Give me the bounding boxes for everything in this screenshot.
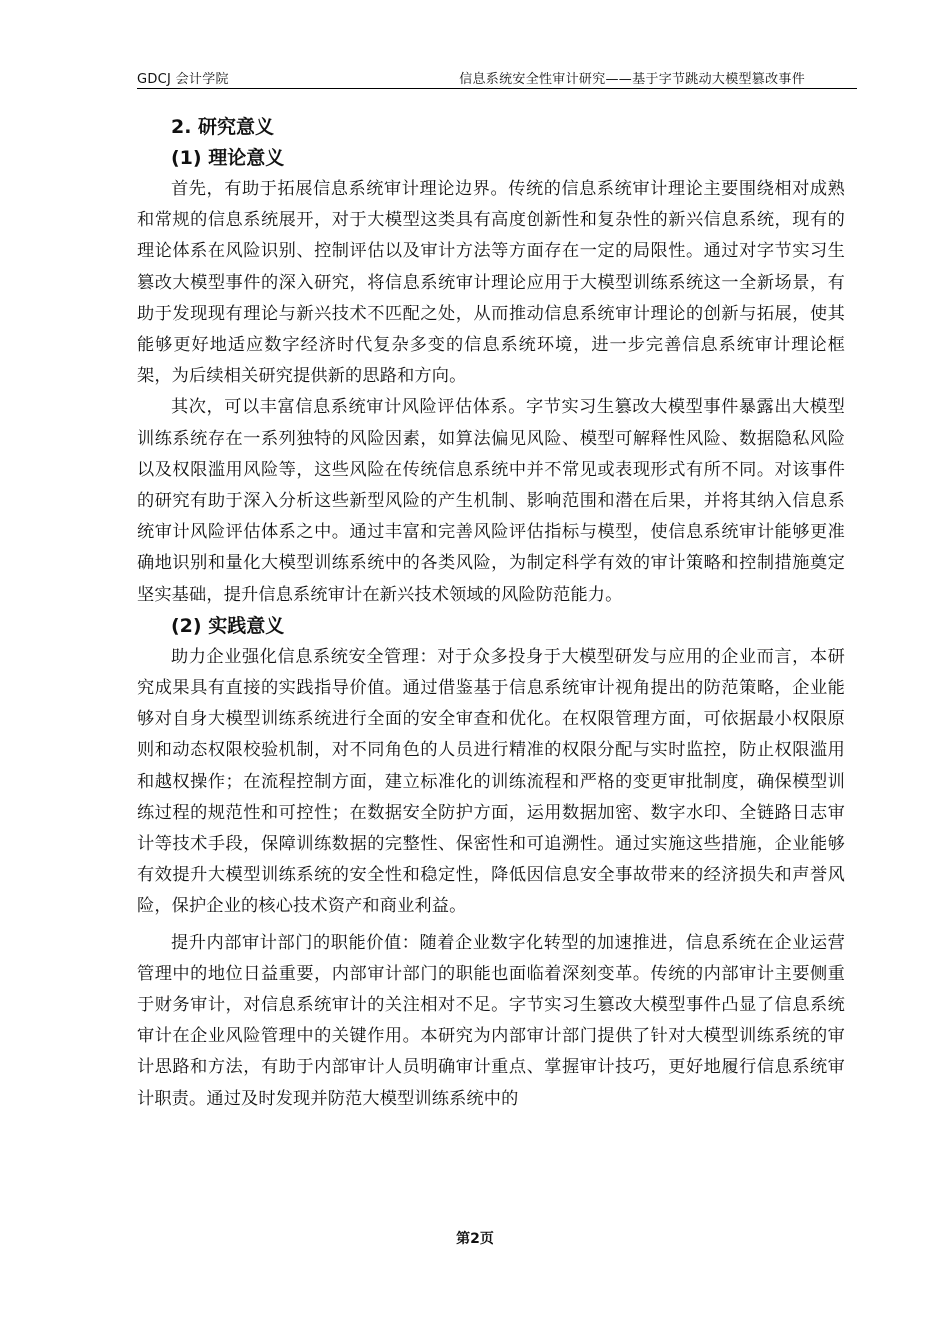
paragraph-theory-1: 首先，有助于拓展信息系统审计理论边界。传统的信息系统审计理论主要围绕相对成熟和常规的信息系统展开，对于大模型这类具有高度创新性和复杂性的新兴信息系统，现有的理论体系在风险识别、控制评估以及审计方法等方面存在一定的局限性。通过对字节实习生篡改大模型事件的深入研究，将信息系统审计理论应用于大模型训练系统这一全新场景，有助于发现现有理论与新兴技术不匹配之处，从而推动信息系统审计理论的创新与拓展，使其能够更好地适应数字经济时代复杂多变的信息系统环境，进一步完善信息系统审计理论框架，为后续相关研究提供新的思路和方向。 [137,179,845,387]
page-header [137,64,857,89]
subheading-theoretical-significance: (1) 理论意义 [171,147,285,169]
section-heading-research-significance: 2. 研究意义 [171,116,275,138]
paragraph-practice-1: 助力企业强化信息系统安全管理：对于众多投身于大模型研发与应用的企业而言，本研究成果具有直接的实践指导价值。通过借鉴基于信息系统审计视角提出的防范策略，企业能够对自身大模型训练系统进行全面的安全审查和优化。在权限管理方面，可依据最小权限原则和动态权限校验机制，对不同角色的人员进行精准的权限分配与实时监控，防止权限滥用和越权操作；在流程控制方面，建立标准化的训练流程和严格的变更审批制度，确保模型训练过程的规范性和可控性；在数据安全防护方面，运用数据加密、数字水印、全链路日志审计等技术手段，保障训练数据的完整性、保密性和可追溯性。通过实施这些措施，企业能够有效提升大模型训练系统的安全性和稳定性，降低因信息安全事故带来的经济损失和声誉风险，保护企业的核心技术资产和商业利益。 [137,646,845,917]
paragraph-practice-2: 提升内部审计部门的职能价值：随着企业数字化转型的加速推进，信息系统在企业运营管理中的地位日益重要，内部审计部门的职能也面临着深刻变革。传统的内部审计主要侧重于财务审计，对信息系统审计的关注相对不足。字节实习生篡改大模型事件凸显了信息系统审计在企业风险管理中的关键作用。本研究为内部审计部门提供了针对大模型训练系统的审计思路和方法，有助于内部审计人员明确审计重点、掌握审计技巧，更好地履行信息系统审计职责。通过及时发现并防范大模型训练系统中的 [137,932,845,1109]
header-document-title: 信息系统安全性审计研究——基于字节跳动大模型篡改事件 [459,72,805,87]
paragraph-theory-2: 其次，可以丰富信息系统审计风险评估体系。字节实习生篡改大模型事件暴露出大模型训练系统存在一系列独特的风险因素，如算法偏见风险、模型可解释性风险、数据隐私风险以及权限滥用风险等，这些风险在传统信息系统中并不常见或表现形式有所不同。对该事件的研究有助于深入分析这些新型风险的产生机制、影响范围和潜在后果，并将其纳入信息系统审计风险评估体系之中。通过丰富和完善风险评估指标与模型，使信息系统审计能够更准确地识别和量化大模型训练系统中的各类风险，为制定科学有效的审计策略和控制措施奠定坚实基础，提升信息系统审计在新兴技术领域的风险防范能力。 [137,397,845,605]
subheading-practical-significance: (2) 实践意义 [171,614,285,637]
page-number: 第2页 [456,1231,494,1247]
header-institution: GDCJ 会计学院 [137,72,229,87]
page-body [137,112,845,1115]
